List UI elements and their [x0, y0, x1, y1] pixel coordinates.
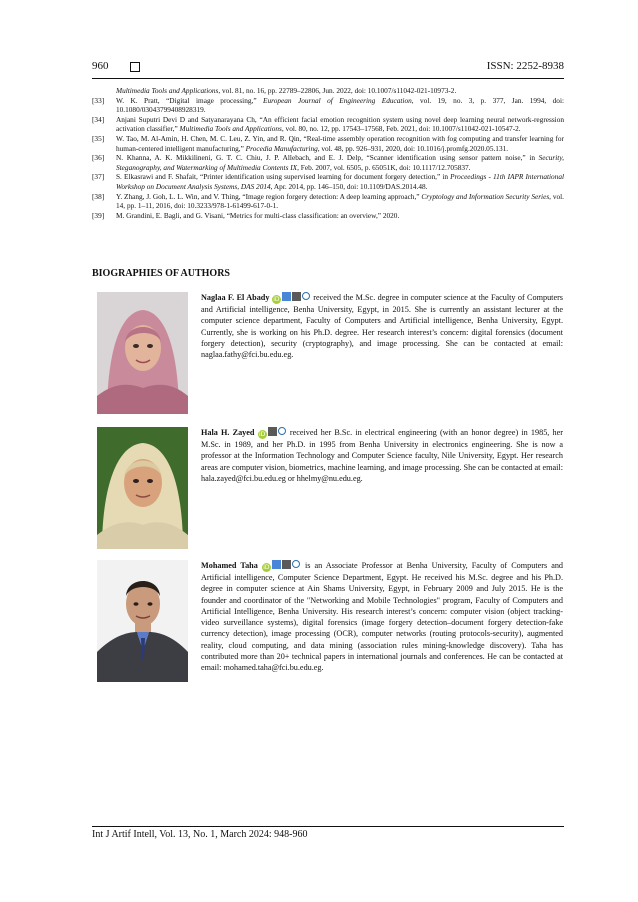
- reference-item: [92, 211, 564, 221]
- reference-fragment: W. K. Pratt, “Digital image processing,”: [116, 95, 264, 105]
- reference-fragment: , Apr. 2014, pp. 146–150, doi: 10.1109/DAS.2014.48.: [270, 181, 428, 191]
- reference-number: [33]: [92, 95, 105, 105]
- scopus-icon[interactable]: [278, 427, 286, 435]
- web-of-science-icon[interactable]: [282, 560, 291, 569]
- page-footer: Int J Artif Intell, Vol. 13, No. 1, March 2024: 948-960: [92, 829, 308, 840]
- web-of-science-icon[interactable]: [292, 292, 301, 301]
- reference-text: [116, 153, 564, 172]
- reference-fragment: , vol. 80, no. 12, pp. 17543–17568, Feb. 2021, doi: 10.1007/s11042-021-10547-2.: [281, 124, 521, 134]
- reference-venue: Procedia Manufacturing: [245, 143, 318, 153]
- reference-number: [35]: [92, 133, 105, 143]
- footer-rule: [92, 826, 564, 827]
- author-bio-text-1: [201, 292, 563, 360]
- reference-item: [92, 192, 564, 211]
- reference-text: [116, 86, 564, 96]
- web-of-science-icon[interactable]: [268, 427, 277, 436]
- page-header: [92, 60, 564, 76]
- reference-fragment: S. Elkasrawi and F. Shafait, “Printer identification using supervised learning for document forgery detection,” in: [116, 172, 451, 182]
- checkbox-square-icon: [130, 62, 140, 72]
- reference-item: [92, 153, 564, 172]
- reference-venue: Proceedings - 11th IAPR International Workshop on Document Analysis Systems, DAS 2014: [116, 172, 564, 191]
- reference-text: [116, 192, 564, 211]
- reference-fragment: , Feb. 2007, vol. 6505, p. 65051K, doi: 10.1117/12.705837.: [297, 162, 471, 172]
- reference-item: [92, 96, 564, 115]
- reference-fragment: , vol. 14, pp. 1–11, 2016, doi: 10.3233/978-1-61499-617-0-1.: [116, 191, 564, 211]
- reference-number: [37]: [92, 172, 105, 182]
- orcid-icon[interactable]: iD: [263, 564, 270, 571]
- reference-venue: Cryptology and Information Security Series: [421, 191, 550, 201]
- reference-text: [116, 96, 564, 115]
- reference-text: [116, 134, 564, 153]
- reference-venue: European Journal of Engineering Education: [263, 95, 412, 105]
- author-name-1: Naglaa F. El Abady: [201, 293, 270, 302]
- reference-text: [116, 211, 564, 221]
- scopus-icon[interactable]: [302, 292, 310, 300]
- reference-fragment: Anjani Suputri Devi D and Satyanarayana Ch, “An efficient facial emotion recognition system using novel deep learning neural network-regression activation classifier,”: [116, 114, 564, 134]
- reference-venue: Multimedia Tools and Applications: [179, 124, 282, 134]
- reference-fragment: , vol. 81, no. 16, pp. 22789–22806, Jun. 2022, doi: 10.1007/s11042-021-10973-2.: [218, 86, 457, 95]
- reference-item: [92, 172, 564, 191]
- reference-number: [92, 86, 116, 96]
- author-description-2: received her B.Sc. in electrical engineering (with an honor degree) in 1985, her M.Sc. in 1989, and her Ph.D. in 1995 from Benha University in electronics engineering. She is now a professor at the Information Technology and Computer Science faculty, Nile University, Egypt. Her research areas are computer vision, biometrics, machine learning, and image processing. She can be contacted at email: hala.zayed@fci.bu.edu.eg or hhelmy@nu.edu.eg.: [201, 428, 563, 483]
- page-number: 960: [92, 60, 109, 72]
- author-photo-3: [97, 560, 188, 682]
- author-bio-text-2: [201, 427, 563, 484]
- header-rule: [92, 78, 564, 79]
- author-photo-1: [97, 292, 188, 414]
- reference-number: [39]: [92, 210, 105, 220]
- reference-fragment: Y. Zhang, J. Goh, L. L. Win, and V. Thing, “Image region forgery detection: A deep learning approach,”: [116, 191, 422, 201]
- author-name-2: Hala H. Zayed: [201, 428, 255, 437]
- author-bio-text-3: [201, 560, 563, 674]
- author-photo-2: [97, 427, 188, 549]
- orcid-icon[interactable]: iD: [273, 296, 280, 303]
- reference-venue: Multimedia Tools and Applications: [116, 86, 219, 95]
- reference-fragment: W. Tao, M. Al-Amin, H. Chen, M. C. Leu, Z. Yin, and R. Qin, “Real-time assembly operation recognition with fog computing and transfer learning for human-centered intelligent manufacturing,”: [116, 133, 564, 153]
- reference-item: [92, 115, 564, 134]
- reference-list: [92, 86, 564, 220]
- reference-fragment: M. Grandini, E. Bagli, and G. Visani, “Metrics for multi-class classification: an overview,” 2020.: [116, 210, 400, 220]
- orcid-icon[interactable]: iD: [259, 431, 266, 438]
- reference-item: [92, 134, 564, 153]
- reference-fragment: N. Khanna, A. K. Mikkilineni, G. T. C. Chiu, J. P. Allebach, and E. J. Delp, “Scanner identification using sensor pattern noise,” in: [116, 153, 539, 163]
- google-scholar-icon[interactable]: [272, 560, 281, 569]
- reference-number: [38]: [92, 191, 105, 201]
- scopus-icon[interactable]: [292, 560, 300, 568]
- reference-text: [116, 172, 564, 191]
- reference-number: [34]: [92, 114, 105, 124]
- author-description-3: is an Associate Professor at Benha University, Faculty of Computers and Artificial intelligence, Computer Science Department, Egypt. He received his M.Sc. degree and his Ph.D. degree in computer science at Ain Shams University, Egypt, in February 2009 and July 2015. He is the founder and coordinator of the "Networking and Mobile Technologies" program, Faculty of Computers and Artificial Intelligence, Benha University. His research interest’s concern: computer vision (object tracking-video surveillance systems), digital forensics (image forgery detection–document forgery detection-fake currency detection), image processing (OCR), computer networks (routing protocols-security), augmented reality, cloud computing, and data mining (association rules mining-knowledge discovery). Taha has contributed more than 20+ technical papers in international journals and conferences. He can be contacted at email: mohamed.taha@fci.bu.edu.eg.: [201, 561, 564, 673]
- reference-number: [36]: [92, 153, 105, 163]
- reference-item: [92, 86, 564, 96]
- reference-text: [116, 115, 564, 134]
- author-name-3: Mohamed Taha: [201, 561, 258, 570]
- section-title: BIOGRAPHIES OF AUTHORS: [92, 268, 230, 279]
- issn: ISSN: 2252-8938: [486, 60, 564, 72]
- google-scholar-icon[interactable]: [282, 292, 291, 301]
- reference-venue: Security, Steganography, and Watermarking of Multimedia Contents IX: [116, 153, 564, 172]
- reference-fragment: , vol. 48, pp. 926–931, 2020, doi: 10.1016/j.promfg.2020.05.131.: [317, 143, 509, 153]
- reference-fragment: , vol. 19, no. 3, p. 377, Jan. 1994, doi: 10.1080/03043799408928319.: [116, 95, 564, 115]
- author-description-1: received the M.Sc. degree in computer science at the Faculty of Computers and Artificial intelligence, Benha University, Egypt, in 2015. She is currently an assistant lecturer at the computer science department, Faculty of Computers and Artificial intelligence, Benha University, Egypt. Currently, she is working on his Ph.D. degree. Her research interest’s concern: digital forensics (document forgery detection), security (cryptography), and image processing. She can be contacted at email: naglaa.fathy@fci.bu.edu.eg.: [201, 293, 563, 360]
